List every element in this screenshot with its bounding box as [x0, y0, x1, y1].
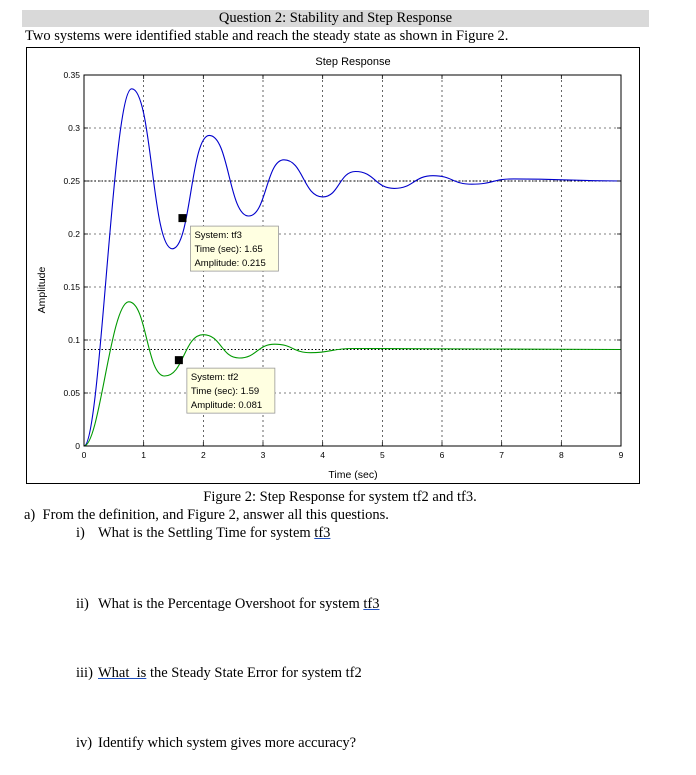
x-tick-label: 5 [379, 450, 385, 460]
x-tick-label: 3 [260, 450, 266, 460]
subquestion-number: ii) [76, 596, 89, 612]
subquestion-text: What is the Percentage Overshoot for system [98, 596, 364, 612]
y-tick-label: 0.3 [68, 123, 80, 133]
question-heading: Question 2: Stability and Step Response [22, 10, 649, 27]
subquestion-text: What is the Settling Time for system [98, 525, 315, 541]
subquestion-underlined: tf3 [363, 596, 380, 612]
step-response-chart [27, 48, 641, 485]
x-tick-label: 9 [618, 450, 624, 460]
datatip-text: System: tf2 [190, 372, 239, 384]
x-tick-label: 8 [558, 450, 564, 460]
subquestion-text: Identify which system gives more accuracy? [98, 735, 357, 751]
datatip-marker[interactable] [178, 214, 186, 222]
subquestion-ii [76, 596, 379, 613]
figure-caption: Figure 2: Step Response for system tf2 and tf3. [203, 489, 477, 505]
y-axis-label: Amplitude [36, 266, 48, 314]
subquestion-number: i) [76, 525, 85, 541]
subquestion-iv [76, 735, 356, 752]
datatip-text: Amplitude: 0.081 [190, 400, 263, 412]
datatip-text: System: tf3 [194, 230, 242, 242]
y-tick-label: 0.05 [63, 388, 80, 398]
subquestion-underlined: tf3 [314, 525, 331, 541]
y-tick-label: 0 [75, 441, 80, 451]
subquestion-number: iv) [76, 735, 93, 751]
x-axis-label: Time (sec) [328, 469, 378, 481]
datatip-marker[interactable] [175, 356, 183, 364]
datatip-text: Time (sec): 1.59 [190, 386, 260, 398]
x-tick-label: 2 [200, 450, 206, 460]
question-a [24, 507, 389, 524]
intro-text: Two systems were identified stable and reach the steady state as shown in Figure 2. [25, 28, 509, 44]
plot-area-frame [84, 75, 621, 446]
subquestion-text-end: the Steady State Error for system tf2 [146, 665, 362, 681]
subquestion-underlined: What is [98, 665, 147, 681]
question-a-label: a) [24, 507, 36, 523]
y-tick-label: 0.1 [68, 335, 80, 345]
y-tick-label: 0.15 [63, 282, 80, 292]
question-a-text: From the definition, and Figure 2, answer all this questions. [42, 507, 389, 523]
x-tick-label: 7 [499, 450, 505, 460]
y-tick-label: 0.25 [63, 176, 80, 186]
x-tick-label: 0 [81, 450, 87, 460]
series-line-tf2 [84, 302, 621, 446]
y-tick-label: 0.35 [63, 70, 80, 80]
datatip-text: Time (sec): 1.65 [194, 244, 263, 256]
chart-title: Step Response [315, 56, 391, 68]
y-tick-label: 0.2 [68, 229, 80, 239]
x-tick-label: 6 [439, 450, 445, 460]
subquestion-i [76, 525, 330, 542]
subquestion-number: iii) [76, 665, 93, 681]
datatip-tf3[interactable] [178, 214, 278, 271]
figure-2 [26, 47, 640, 484]
datatip-tf2[interactable] [175, 356, 275, 413]
series-line-tf3 [84, 89, 621, 446]
x-tick-label: 4 [320, 450, 326, 460]
datatip-text: Amplitude: 0.215 [194, 258, 266, 270]
x-tick-label: 1 [141, 450, 147, 460]
subquestion-iii [76, 665, 362, 682]
